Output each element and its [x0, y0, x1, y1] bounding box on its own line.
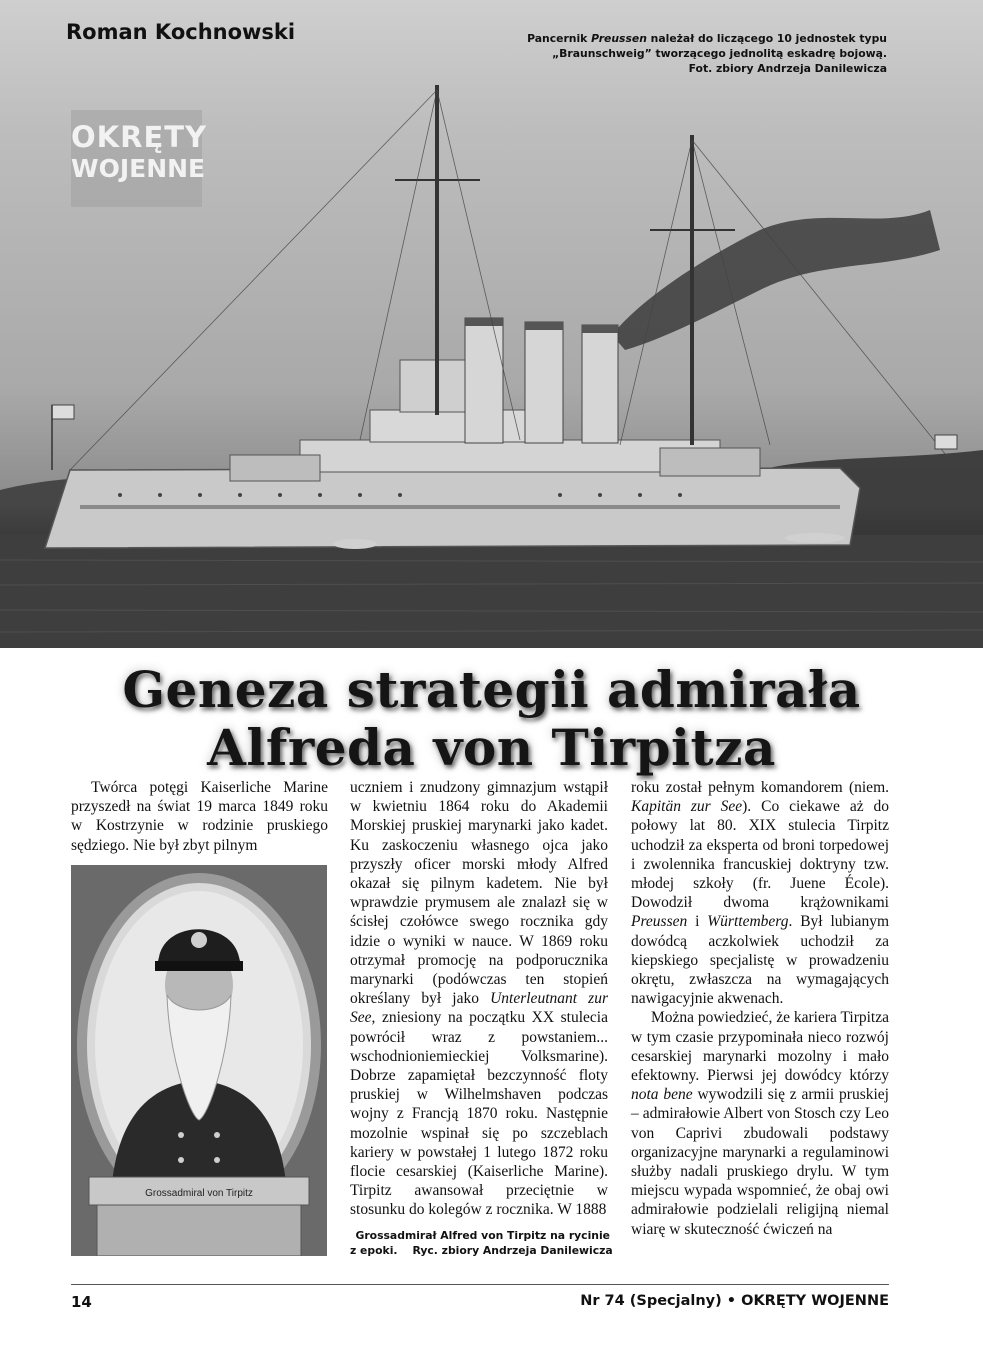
- battleship-illustration: [0, 0, 983, 648]
- article-title-line1: Geneza strategii admirała: [122, 660, 861, 719]
- text-column-2: [350, 778, 608, 1220]
- page-number: 14: [71, 1293, 92, 1311]
- photo-caption-credit: Fot. zbiory Andrzeja Danilewicza: [688, 62, 887, 75]
- portrait-illustration: [71, 865, 327, 1256]
- portrait-caption: [350, 1228, 613, 1258]
- text-emphasis: Kapitän zur See: [631, 798, 743, 816]
- magazine-logo: [71, 110, 208, 207]
- paragraph: [631, 1008, 889, 1238]
- photo-caption-pre: Pancernik: [527, 32, 592, 45]
- text-run: ). Co ciekawe aż do połowy lat 80. XIX stulecia Tirpitz uchodził za eksperta od broni torpedowej i zwolennika francuskiej doktryny tzw. młodej szkoły (fr. Juene École). Dowodził dwoma krążownikami: [631, 798, 890, 912]
- portrait-plaque: Grossadmiral von Tirpitz: [145, 1188, 253, 1199]
- photo-caption-line2: „Braunschweig” tworzącego jednolitą eskadrę bojową.: [552, 47, 887, 60]
- logo-line1: OKRĘTY: [71, 120, 208, 154]
- photo-caption-ship: Preussen: [591, 32, 647, 45]
- text-run: i: [687, 913, 708, 931]
- text-emphasis: Württemberg: [707, 913, 789, 931]
- paragraph: [350, 778, 608, 1220]
- paragraph: Twórca potęgi Kaiserliche Marine przyszedł na świat 19 marca 1849 roku w Kostrzynie w rodzinie pruskiego sędziego. Nie był zbyt pilnym: [71, 779, 328, 854]
- text-run: , zniesiony na początku XX stulecia powrócił wraz z powstaniem... wschodnioniemieckiej Volksmarine). Dobrze zapamiętał bezczynność floty pruskiej w Wilhelmshaven podczas wojny z Francją 1870 roku. Następnie mozolnie wspinał się po szczeblach kariery w powstałej 1 lutego 1872 roku flocie cesarskiej (Kaiserliche Marine). Tirpitz awansował przeciętnie w stosunku do kolegów z rocznika. W 1888: [350, 1009, 608, 1219]
- photo-caption: [467, 31, 887, 76]
- article-title-line2: Alfreda von Tirpitza: [207, 718, 776, 777]
- text-column-3: [631, 778, 889, 1239]
- text-run: . Był lubianym dowódcą aczkolwiek uchodził za kiepskiego specjalistę w prowadzeniu okrętu, zwłaszcza na wymagających nawigacyjnie akwenach.: [631, 913, 889, 1008]
- author-name: Roman Kochnowski: [66, 20, 296, 44]
- battleship-photo: [0, 0, 983, 648]
- text-run: uczniem i znudzony gimnazjum wstąpił w kwietniu 1864 roku do Akademii Morskiej pruskiej marynarki jako kadet. Ku zaskoczeniu własnego ojca jako przyszły oficer morski młody Alfred okazał się pilnym kadetem. Nie był wprawdzie prymusem ale znalazł się w ścisłej czołówce swego rocznika gdy idzie o wyniki w nauce. W 1869 roku otrzymał promocję na podporucznika marynarki (podówczas ten stopień określany był jako: [350, 779, 608, 1008]
- portrait-caption-line1: Grossadmirał Alfred von Tirpitz na rycinie: [355, 1229, 610, 1242]
- text-column-1: [71, 778, 328, 855]
- text-emphasis: Unterleutnant zur See: [350, 990, 608, 1027]
- paragraph: [631, 778, 889, 1008]
- footer-rule: [71, 1284, 889, 1285]
- tirpitz-portrait: [71, 865, 327, 1256]
- issue-info: Nr 74 (Specjalny) • OKRĘTY WOJENNE: [580, 1293, 889, 1309]
- text-run: wywodzili się z armii pruskiej – admirałowie Albert von Stosch czy Leo von Caprivi zbudowali podstawy organizacyjne marynarki a regulaminowi służby nadali pruskiego drylu. W tym miejscu wypada wspomnieć, że obaj owi admirałowie podzielali religijną niemal wiarę w skuteczność ćwiczeń na: [631, 1086, 889, 1238]
- text-run: Można powiedzieć, że kariera Tirpitza w tym czasie przypominała nieco rozwój cesarskiej marynarki mozolny i mało efektowny. Pierwsi jej dowódcy którzy: [631, 1009, 890, 1085]
- text-run: roku został pełnym komandorem (niem.: [631, 779, 889, 796]
- text-emphasis: Preussen: [631, 913, 688, 931]
- text-emphasis: nota bene: [631, 1086, 693, 1104]
- logo-line2: WOJENNE: [71, 154, 206, 183]
- portrait-caption-line2: z epoki. Ryc. zbiory Andrzeja Danilewicza: [350, 1244, 613, 1257]
- photo-caption-post: należał do liczącego 10 jednostek typu: [646, 32, 887, 45]
